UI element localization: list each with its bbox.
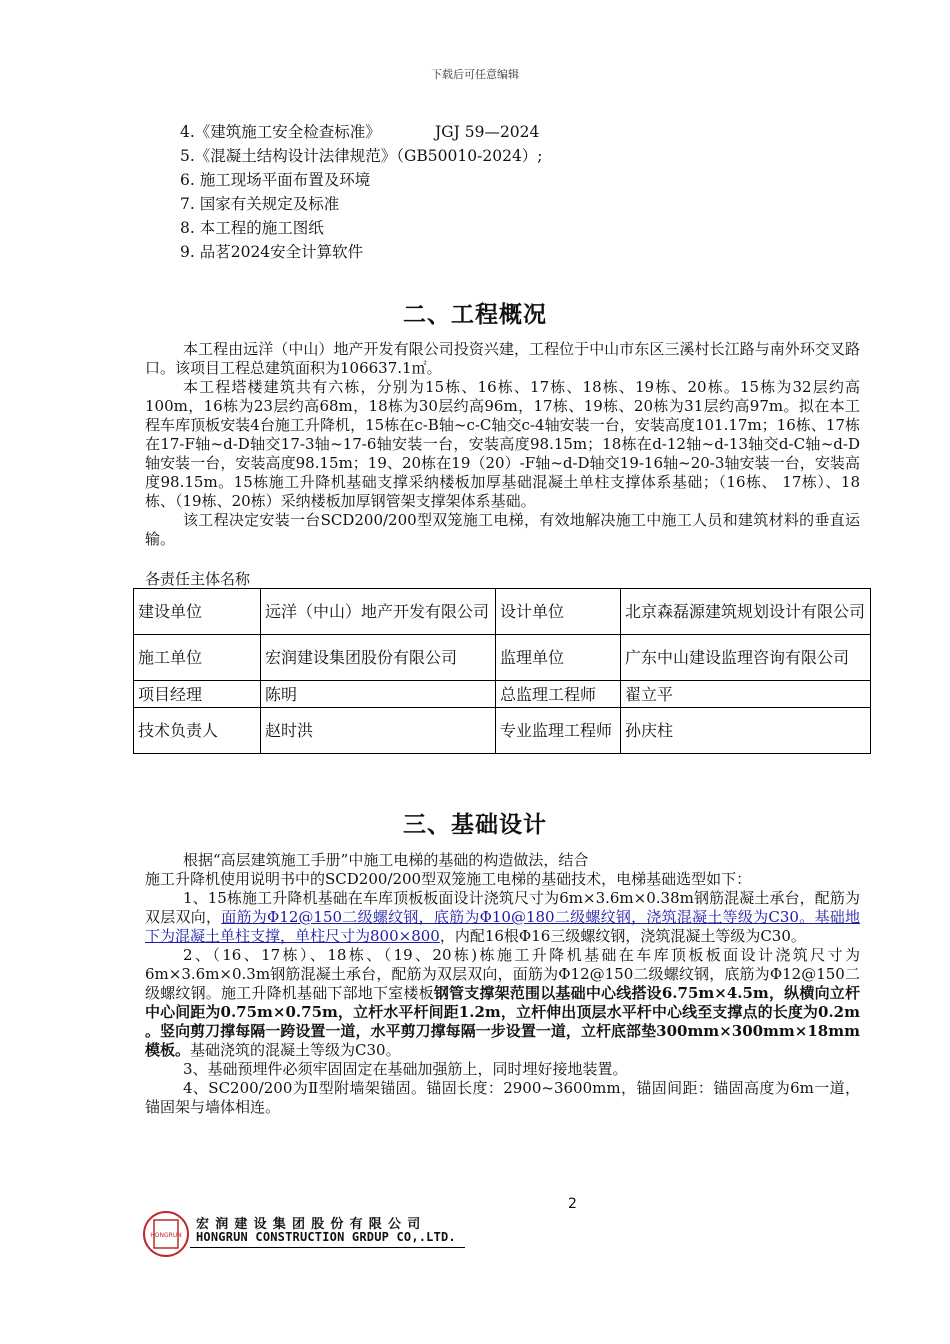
- foundation-item-1: [145, 889, 860, 946]
- item-text: ，内配16根Φ16三级螺纹钢，浇筑混凝土等级为C30。: [439, 927, 806, 945]
- reference-item: 8. 本工程的施工图纸: [180, 219, 324, 237]
- table-cell: 施工单位: [134, 635, 261, 681]
- foundation-paragraph: 根据“高层建筑施工手册”中施工电梯的基础的构造做法，结合: [183, 851, 589, 869]
- table-cell: 项目经理: [134, 681, 261, 708]
- page-number: 2: [568, 1196, 577, 1212]
- table-cell: 监理单位: [496, 635, 621, 681]
- responsibility-table: [133, 588, 871, 754]
- bold-text: 钢管支撑架范围以基础中心线搭设6.75m×4.5m，纵横向立杆中心间距为0.75m×0.75m，立杆水平杆间距1.2m，立杆伸出顶层水平杆中心线至支撑点的长度为0.2m 。竖向剪刀撑每隔一跨设置一道，水平剪刀撑每隔一步设置一道，立杆底部垫300mm×300mm×18mm模板。: [145, 984, 860, 1059]
- foundation-text: [145, 851, 860, 1117]
- table-cell: 宏润建设集团股份有限公司: [261, 635, 496, 681]
- company-name-cn: 宏润建设集团股份有限公司: [196, 1217, 427, 1232]
- table-cell: 广东中山建设监理咨询有限公司: [621, 635, 871, 681]
- svg-text:HONGRUN: HONGRUN: [150, 1232, 182, 1239]
- reference-item: 4.《建筑施工安全检查标准》 JGJ 59—2024: [180, 123, 540, 141]
- section-heading-foundation: 三、基础设计: [403, 812, 547, 838]
- foundation-paragraph: 施工升降机使用说明书中的SCD200/200型双笼施工电梯的基础技术，电梯基础选型如下：: [145, 870, 752, 888]
- table-cell: 远洋（中山）地产开发有限公司: [261, 589, 496, 635]
- table-cell: 孙庆柱: [621, 708, 871, 754]
- table-cell: 技术负责人: [134, 708, 261, 754]
- item-text: 基础浇筑的混凝土等级为C30。: [190, 1041, 401, 1059]
- table-caption: 各责任主体名称: [145, 570, 251, 588]
- table-cell: 陈明: [261, 681, 496, 708]
- table-row: [134, 708, 871, 754]
- footer-divider: [190, 1247, 465, 1248]
- item-text: 1、15栋施工升降机基础在车库顶板板面设计浇筑尺寸为6m×3.6m×0.38m钢筋混凝土承台，配筋为双层双向，: [145, 889, 860, 926]
- underlined-link-text[interactable]: 面筋为Φ12@150二级螺纹钢，底筋为Φ10@180二级螺纹钢，浇筑混凝土等级为C30。基础地下为混凝土单柱支撑，单柱尺寸为800×800: [145, 908, 860, 945]
- item-text: 2、（16、17栋）、18栋、（19、20栋)栋施工升降机基础在车库顶板板面设计浇筑尺寸为6m×3.6m×0.3m钢筋混凝土承台，配筋为双层双向，面筋为Φ12@150二级螺纹钢，底筋为Φ12@150二级螺纹钢。施工升降机基础下部地下室楼板: [145, 946, 860, 1002]
- table-cell: 翟立平: [621, 681, 871, 708]
- overview-paragraph: 该工程决定安装一台SCD200/200型双笼施工电梯，有效地解决施工中施工人员和建筑材料的垂直运输。: [145, 511, 860, 548]
- reference-item: 5.《混凝土结构设计法律规范》（GB50010-2024）;: [180, 147, 543, 165]
- section-heading-overview: 二、工程概况: [403, 302, 547, 328]
- foundation-item-2: [145, 946, 860, 1060]
- overview-text: [145, 340, 860, 549]
- foundation-item-4: 4、SC200/200为Ⅱ型附墙架锚固。锚固长度：2900~3600mm，锚固间距：锚固高度为6m一道，锚固架与墙体相连。: [145, 1079, 860, 1116]
- company-logo-icon: [142, 1210, 190, 1258]
- table-row: [134, 635, 871, 681]
- reference-item: 6. 施工现场平面布置及环境: [180, 171, 371, 189]
- reference-item: 7. 国家有关规定及标准: [180, 195, 340, 213]
- page-watermark: 下载后可任意编辑: [431, 68, 519, 81]
- overview-paragraph: 本工程由远洋（中山）地产开发有限公司投资兴建，工程位于中山市东区三溪村长江路与南外环交叉路口。该项目工程总建筑面积为106637.1㎡。: [145, 340, 860, 377]
- table-cell: 建设单位: [134, 589, 261, 635]
- table-cell: 总监理工程师: [496, 681, 621, 708]
- overview-paragraph: 本工程塔楼建筑共有六栋，分别为15栋、16栋、17栋、18栋、19栋、20栋。15栋为32层约高100m，16栋为23层约高68m，18栋为30层约高96m，17栋、19栋、20栋为31层约高97m。拟在本工程车库顶板安装4台施工升降机，15栋在c-B轴~c-C轴交c-4轴安装一台，安装高度101.17m；16栋、17栋在17-F轴~d-D轴交17-3轴~17-6轴安装一台，安装高度98.15m；18栋在d-12轴~d-13轴交d-C轴~d-D轴安装一台，安装高度98.15m；19、20栋在19（20）-F轴~d-D轴交19-16轴~20-3轴安装一台，安装高度98.15m。15栋施工升降机基础支撑采纳楼板加厚基础混凝土单柱支撑体系基础；（16栋、 17栋）、18栋、（19栋、20栋）采纳楼板加厚钢管架支撑架体系基础。: [145, 378, 860, 510]
- table-cell: 北京森磊源建筑规划设计有限公司: [621, 589, 871, 635]
- foundation-item-3: 3、基础预埋件必须牢固固定在基础加强筋上，同时埋好接地装置。: [183, 1060, 628, 1078]
- table-cell: 专业监理工程师: [496, 708, 621, 754]
- table-cell: 赵时洪: [261, 708, 496, 754]
- table-row: [134, 681, 871, 708]
- company-name-en: HONGRUN CONSTRUCTION GRDUP CO,.LTD.: [196, 1230, 456, 1244]
- table-cell: 设计单位: [496, 589, 621, 635]
- reference-item: 9. 品茗2024安全计算软件: [180, 243, 364, 261]
- table-row: [134, 589, 871, 635]
- reference-list: [180, 120, 543, 264]
